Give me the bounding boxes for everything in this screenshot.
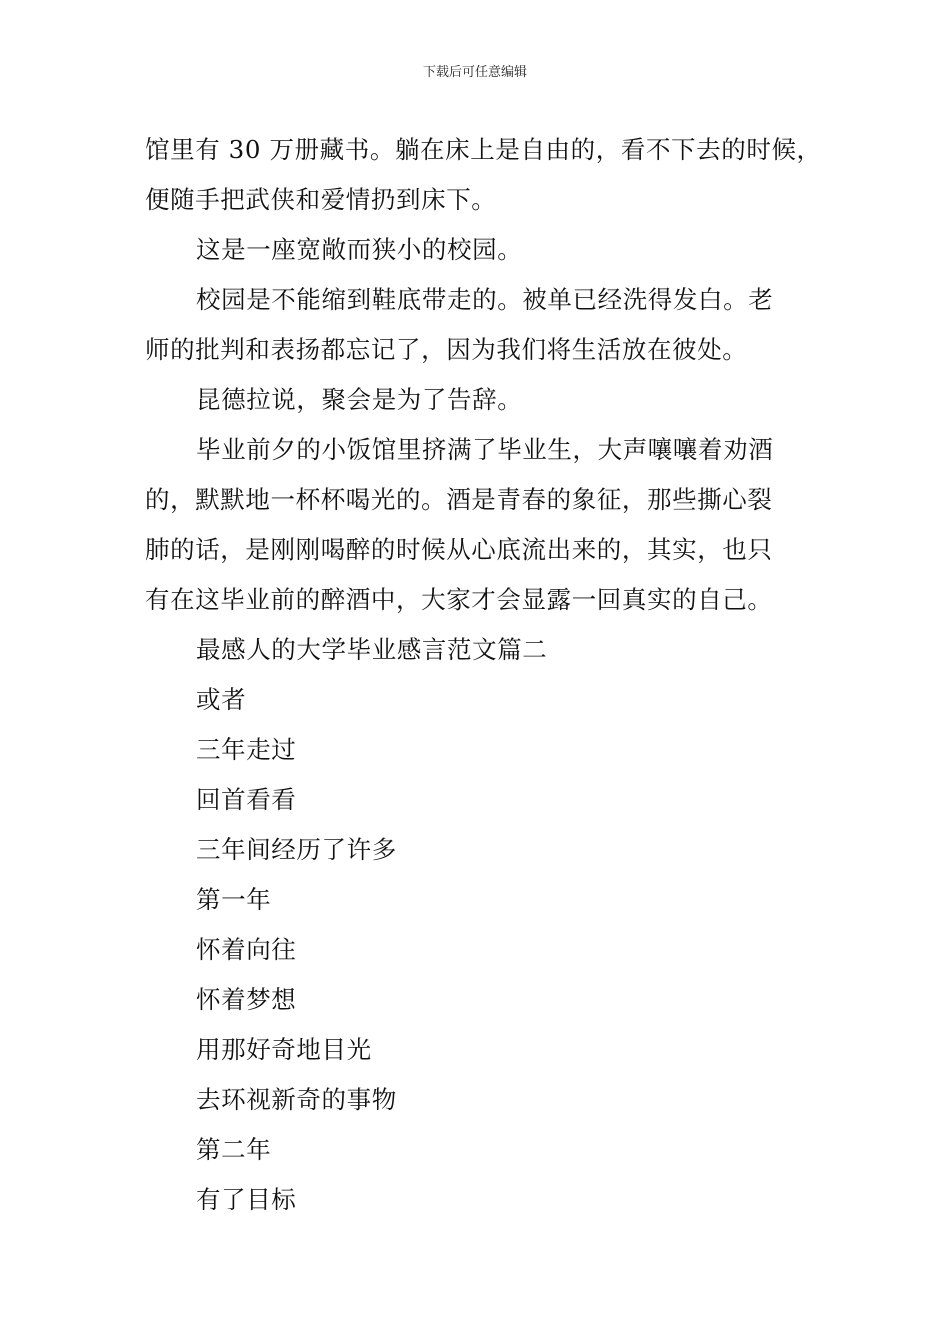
poem-line: 三年走过 <box>196 735 297 764</box>
poem-line: 或者 <box>196 685 247 714</box>
poem-line: 第一年 <box>196 885 272 914</box>
paragraph-line: 有在这毕业前的醉酒中，大家才会显露一回真实的自己。 <box>145 585 773 614</box>
paragraph-line: 便随手把武侠和爱情扔到床下。 <box>145 185 497 214</box>
poem-line: 去环视新奇的事物 <box>196 1085 397 1114</box>
paragraph-line: 毕业前夕的小饭馆里挤满了毕业生，大声嚷嚷着劝酒 <box>196 435 774 464</box>
section-title: 最感人的大学毕业感言范文篇二 <box>196 635 548 664</box>
paragraph-line: 昆德拉说，聚会是为了告辞。 <box>196 385 523 414</box>
poem-line: 有了目标 <box>196 1185 297 1214</box>
poem-line: 回首看看 <box>196 785 297 814</box>
document-body <box>145 125 822 1225</box>
paragraph-line: 馆里有 30 万册藏书。躺在床上是自由的，看不下去的时候， <box>145 135 822 164</box>
paragraph-line: 这是一座宽敞而狭小的校园。 <box>196 235 523 264</box>
paragraph-line: 师的批判和表扬都忘记了，因为我们将生活放在彼处。 <box>145 335 748 364</box>
poem-line: 第二年 <box>196 1135 272 1164</box>
page-header-note: 下载后可任意编辑 <box>422 65 527 80</box>
paragraph-line: 的，默默地一杯杯喝光的。酒是青春的象征，那些撕心裂 <box>145 485 773 514</box>
poem-line: 怀着向往 <box>196 935 297 964</box>
paragraph-line: 校园是不能缩到鞋底带走的。被单已经洗得发白。老 <box>196 285 774 314</box>
poem-line: 用那好奇地目光 <box>196 1035 372 1064</box>
poem-line: 三年间经历了许多 <box>196 835 397 864</box>
poem-line: 怀着梦想 <box>196 985 297 1014</box>
paragraph-line: 肺的话，是刚刚喝醉的时候从心底流出来的，其实，也只 <box>145 535 773 564</box>
